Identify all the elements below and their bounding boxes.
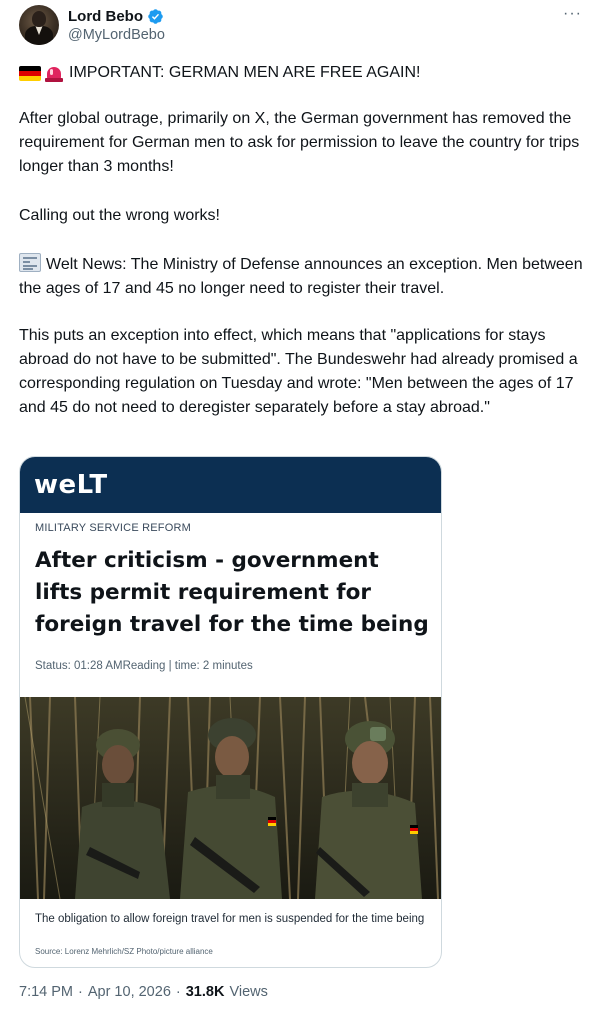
welt-header xyxy=(20,457,442,513)
author-display-name[interactable]: Lord Bebo xyxy=(68,7,143,25)
meta-separator: · xyxy=(175,984,181,1000)
avatar-figure-head xyxy=(32,11,46,27)
verified-badge-icon xyxy=(147,8,164,25)
card-photo[interactable] xyxy=(20,697,442,899)
welt-logo: weLT xyxy=(34,470,108,500)
card-headline[interactable]: After criticism - government lifts permit requirement for foreign travel for the time being xyxy=(35,548,429,637)
post-paragraph-3: Calling out the wrong works! xyxy=(19,207,220,224)
soldiers-photo-illustration xyxy=(20,697,442,899)
more-options-icon[interactable]: ··· xyxy=(563,5,582,22)
post-line-1 xyxy=(19,61,591,85)
post-date[interactable]: Apr 10, 2026 xyxy=(87,984,171,1000)
siren-icon xyxy=(44,64,64,82)
meta-separator: · xyxy=(78,984,83,1000)
views-count[interactable]: 31.8K xyxy=(185,984,225,1000)
post-paragraph-4 xyxy=(19,253,591,301)
post-headline-text: IMPORTANT: GERMAN MEN ARE FREE AGAIN! xyxy=(69,64,421,81)
card-source: Source: Lorenz Mehrlich/SZ Photo/picture alliance xyxy=(35,947,213,956)
card-caption: The obligation to allow foreign travel for men is suspended for the time being xyxy=(35,913,425,925)
post-time[interactable]: 7:14 PM xyxy=(19,984,73,1000)
post-paragraph-4-text: Welt News: The Ministry of Defense announces an exception. Men between the ages of 17 and 45 no longer need to register their travel. xyxy=(19,256,583,297)
author-name-row[interactable] xyxy=(68,6,164,26)
post-paragraph-5: This puts an exception into effect, which means that "applications for stays abroad do not have to be submitted". The Bundeswehr had already promised a corresponding regulation on Tuesday and wrote: "Men between the ages of 17 and 45 do not need to deregister separately before a stay abroad." xyxy=(19,327,578,416)
post-paragraph-2: After global outrage, primarily on X, the German government has removed the requirement for German men to ask for permission to leave the country for trips longer than 3 months! xyxy=(19,110,580,175)
link-card[interactable] xyxy=(19,456,442,968)
avatar[interactable] xyxy=(19,5,59,45)
author-handle[interactable]: @MyLordBebo xyxy=(68,27,165,43)
newspaper-icon xyxy=(19,253,41,272)
german-flag-icon xyxy=(19,66,41,81)
views-label: Views xyxy=(229,984,268,1000)
card-status: Status: 01:28 AMReading | time: 2 minutes xyxy=(35,660,253,672)
card-kicker: MILITARY SERVICE REFORM xyxy=(35,522,191,534)
post-meta xyxy=(19,984,268,1000)
